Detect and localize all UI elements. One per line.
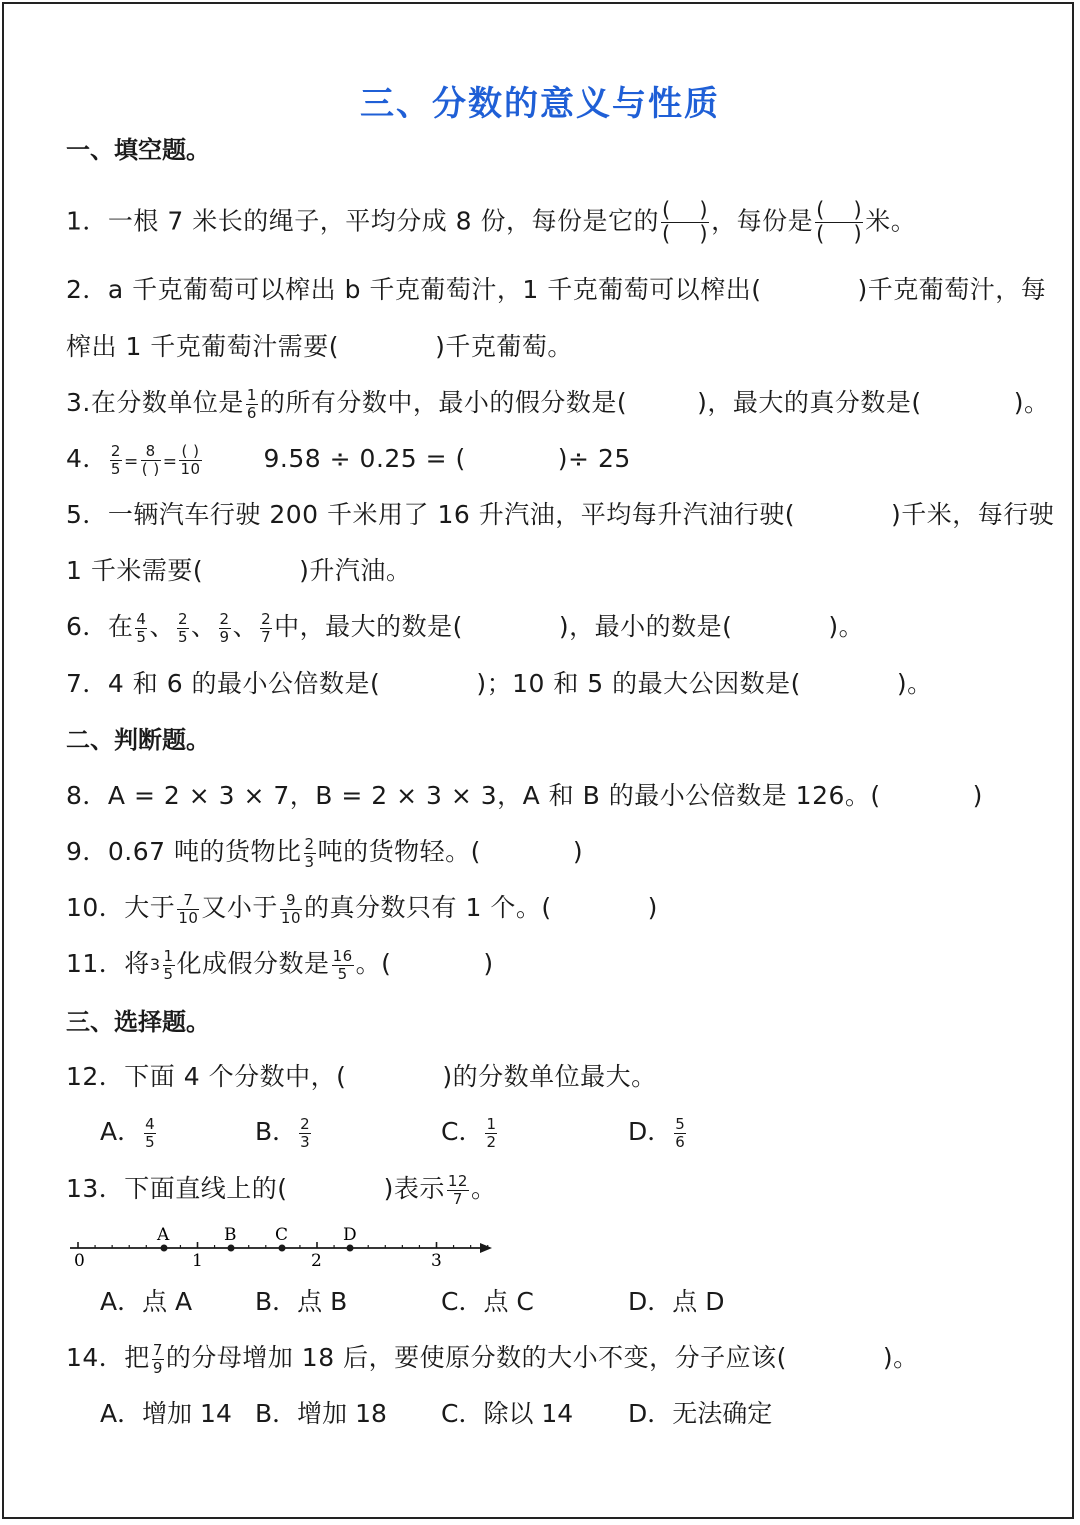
option-b[interactable]: B． $\frac{2}{3}$: [255, 1114, 310, 1151]
fraction-with-blank[interactable]: $\frac{8}{( )}$: [141, 441, 160, 478]
question-9: 9．0.67 吨的货物比 $\frac{2}{3}$ 吨的货物轻。( ): [66, 834, 584, 871]
fraction: $\frac{2}{7}$: [261, 609, 272, 646]
option-b[interactable]: B．点 B: [255, 1287, 348, 1316]
question-10: 10．大于 $\frac{7}{10}$ 又小于 $\frac{9}{10}$ 的真分数只有 1 个。( ): [66, 890, 658, 927]
fraction: $\frac{1}{6}$: [246, 385, 257, 422]
question-14: 14．把 $\frac{7}{9}$ 的分母增加 18 后，要使原分数的大小不变，分子应该( )。: [66, 1340, 919, 1377]
section-fill-blank: 一、填空题。: [66, 136, 210, 164]
question-2: 2．a 千克葡萄可以榨出 b 千克葡萄汁，1 千克葡萄可以榨出( )千克葡萄汁，每: [66, 275, 1047, 304]
fraction: $\frac{7}{10}$: [178, 890, 199, 927]
option-c[interactable]: C．除以 14: [441, 1399, 574, 1428]
point-c: [279, 1245, 286, 1252]
section-true-false: 二、判断题。: [66, 726, 210, 754]
fraction: $\frac{1}{5}$: [163, 946, 174, 983]
option-d[interactable]: D． $\frac{5}{6}$: [628, 1114, 685, 1151]
option-b[interactable]: B．增加 18: [255, 1399, 387, 1428]
option-a[interactable]: A．增加 14: [100, 1399, 232, 1428]
question-11: 11．将3 $\frac{1}{5}$ 化成假分数是 $\frac{16}{5}$ 。( ): [66, 946, 494, 983]
question-3: 3.在分数单位是 $\frac{1}{6}$ 的所有分数中，最小的假分数是( )，最大的真分数是( )。: [66, 385, 1050, 422]
number-line: [60, 1218, 500, 1274]
fraction: $\frac{5}{6}$: [675, 1114, 685, 1151]
question-4: 4． $\frac{2}{5}$ = $\frac{8}{( )}$ = $\frac{( )}{10}$ 9.58 ÷ 0.25 = ( )÷ 25: [66, 441, 631, 478]
question-7: 7．4 和 6 的最小公倍数是( )；10 和 5 的最大公因数是( )。: [66, 669, 933, 698]
question-8: 8．A = 2 × 3 × 7，B = 2 × 3 × 3，A 和 B 的最小公倍数是 126。( ): [66, 781, 983, 810]
option-a[interactable]: A．点 A: [100, 1287, 193, 1316]
answer-fraction-blank[interactable]: $\frac{( )}{( )}$: [816, 198, 863, 246]
option-c[interactable]: C．点 C: [441, 1287, 534, 1316]
option-d[interactable]: D．点 D: [628, 1287, 725, 1316]
tick-label-3: 3: [431, 1251, 442, 1271]
option-c[interactable]: C． $\frac{1}{2}$: [441, 1114, 497, 1151]
question-5-line-2: 1 千米需要( )升汽油。: [66, 556, 412, 585]
tick-label-2: 2: [311, 1251, 322, 1271]
tick-label-1: 1: [192, 1251, 203, 1271]
question-5: 5．一辆汽车行驶 200 千米用了 16 升汽油，平均每升汽油行驶( )千米，每行驶: [66, 500, 1055, 529]
fraction-with-blank[interactable]: $\frac{( )}{10}$: [180, 441, 201, 478]
question-13: 13．下面直线上的( )表示 $\frac{12}{7}$ 。: [66, 1171, 497, 1208]
point-label-b: B: [224, 1225, 237, 1245]
arrow-icon: [480, 1243, 492, 1253]
point-label-a: A: [157, 1225, 170, 1245]
point-d: [347, 1245, 354, 1252]
fraction: $\frac{12}{7}$: [447, 1171, 468, 1208]
page-title: 三、分数的意义与性质: [360, 84, 720, 124]
option-d[interactable]: D．无法确定: [628, 1399, 773, 1428]
fraction: $\frac{2}{3}$: [300, 1114, 310, 1151]
answer-fraction-blank[interactable]: $\frac{( )}{( )}$: [662, 198, 709, 246]
option-a[interactable]: A． $\frac{4}{5}$: [100, 1114, 155, 1151]
section-multiple-choice: 三、选择题。: [66, 1008, 210, 1036]
fraction: $\frac{9}{10}$: [280, 890, 302, 927]
fraction: $\frac{2}{9}$: [219, 609, 230, 646]
question-12: 12．下面 4 个分数中，( )的分数单位最大。: [66, 1062, 657, 1091]
point-label-d: D: [343, 1225, 357, 1245]
fraction: $\frac{7}{9}$: [152, 1340, 163, 1377]
fraction: $\frac{2}{5}$: [110, 441, 121, 478]
point-a: [161, 1245, 168, 1252]
fraction: $\frac{16}{5}$: [332, 946, 353, 983]
fraction: $\frac{4}{5}$: [145, 1114, 155, 1151]
point-b: [228, 1245, 235, 1252]
fraction: $\frac{2}{5}$: [177, 609, 189, 646]
fraction: $\frac{2}{3}$: [304, 834, 315, 871]
question-1: 1．一根 7 米长的绳子，平均分成 8 份，每份是它的 $\frac{( )}{( )}$ ，每份是 $\frac{( )}{( )}$ 米。: [66, 198, 917, 246]
fraction: $\frac{4}{5}$: [136, 609, 147, 646]
question-6: 6．在 $\frac{4}{5}$ 、 $\frac{2}{5}$ 、 $\frac{2}{9}$ 、 $\frac{2}{7}$ 中，最大的数是( )，最小的数是( )。: [66, 609, 865, 646]
tick-label-0: 0: [74, 1251, 85, 1271]
question-2-line-2: 榨出 1 千克葡萄汁需要( )千克葡萄。: [66, 332, 573, 361]
point-label-c: C: [275, 1225, 289, 1245]
fraction: $\frac{1}{2}$: [486, 1114, 497, 1151]
